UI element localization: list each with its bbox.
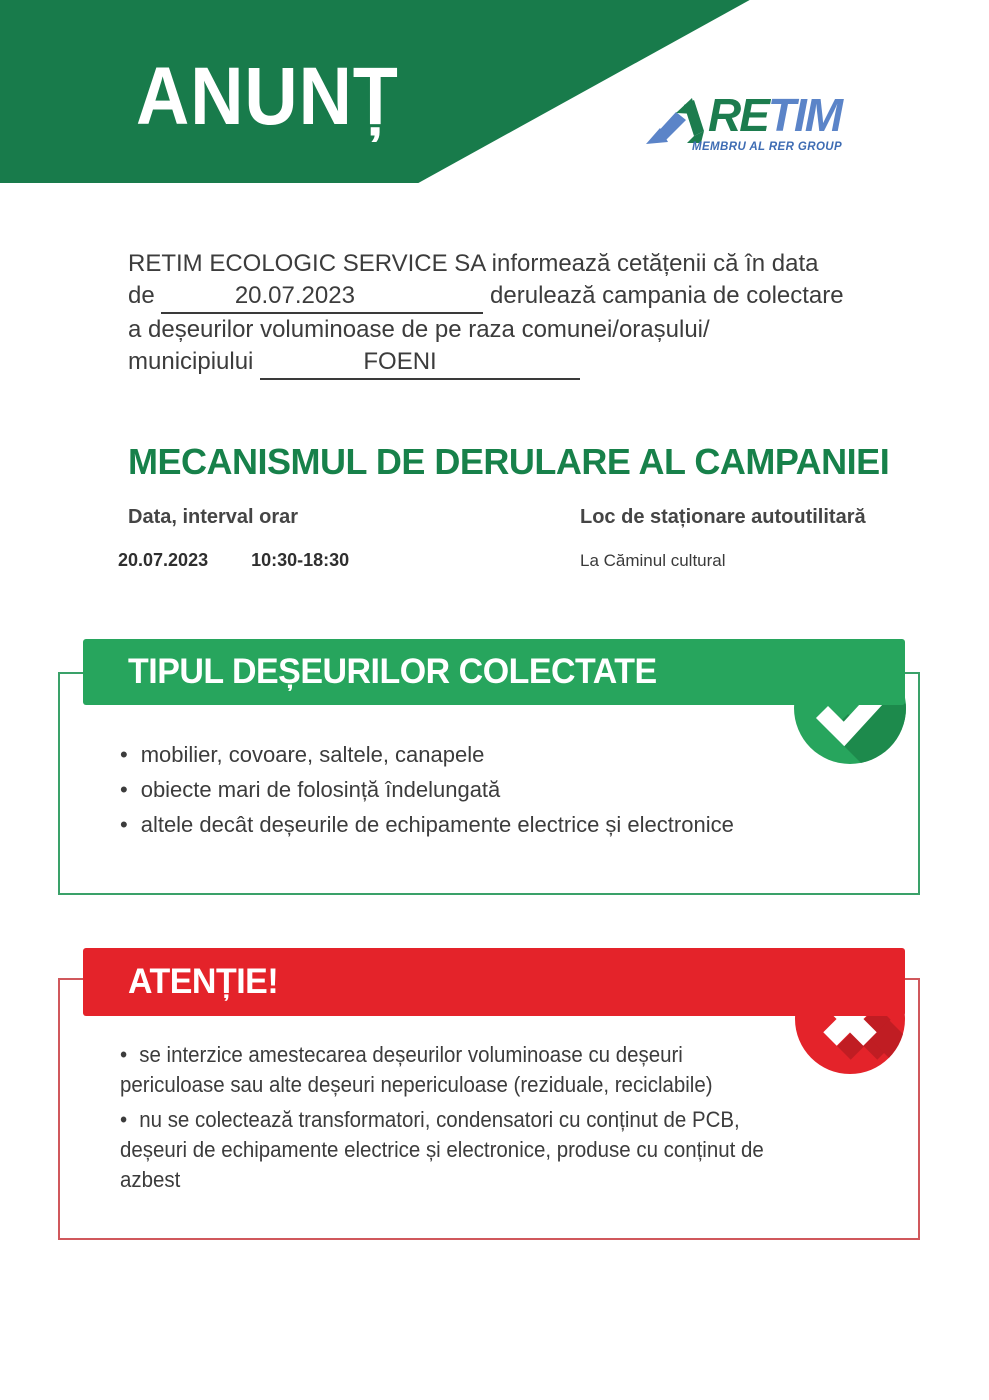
campaign-date: 20.07.2023 (118, 550, 209, 570)
date-blank-value: 20.07.2023 (234, 282, 355, 309)
collected-items-list (120, 737, 734, 842)
logo-wordmark (708, 88, 841, 142)
intro-line4-prefix: municipiului (128, 348, 254, 375)
intro-line2-suffix: derulează campania de colectare (490, 282, 844, 309)
page-title: ANUNȚ (136, 51, 399, 142)
campaign-interval: 10:30-18:30 (251, 550, 350, 570)
attention-items-list (120, 1040, 771, 1200)
retim-logo (644, 88, 894, 160)
list-item: • obiecte mari de folosință îndelungată (120, 772, 734, 807)
location-column-header: Loc de staționare autoutilitară (580, 506, 866, 528)
list-item: • se interzice amestecarea deșeurilor voluminoase cu deșeuri periculoase sau alte deșeuri nepericuloase (reziduale, reciclabile) (120, 1040, 771, 1100)
intro-line3: a deșeurilor voluminoase de pe raza comunei/orașului/ (128, 316, 710, 343)
list-item: • nu se colectează transformatori, condensatori cu conținut de PCB, deșeuri de echipamente electrice și electronice, produse cu conținut de azbest (120, 1105, 771, 1195)
city-blank-value: FOENI (363, 348, 437, 375)
list-item: • mobilier, covoare, saltele, canapele (120, 737, 734, 772)
attention-section-bar (83, 948, 905, 1016)
intro-line1: RETIM ECOLOGIC SERVICE SA informează cetățenii că în data (128, 250, 819, 277)
date-blank-field (161, 280, 483, 314)
logo-tim: TIM (767, 89, 842, 141)
intro-line2-prefix: de (128, 282, 155, 309)
list-item: • altele decât deșeurile de echipamente electrice și electronice (120, 807, 734, 842)
collected-section-bar (83, 639, 905, 705)
mechanism-heading: MECANISMUL DE DERULARE AL CAMPANIEI (128, 441, 890, 482)
intro-paragraph (128, 248, 928, 380)
city-blank-field (260, 346, 580, 380)
location-value: La Căminul cultural (580, 551, 726, 570)
logo-tagline: MEMBRU AL RER GROUP (692, 141, 843, 153)
schedule-column-header: Data, interval orar (128, 506, 299, 528)
collected-section-title: TIPUL DEȘEURILOR COLECTATE (128, 652, 657, 691)
recycle-arrows-icon (646, 98, 710, 144)
schedule-values (118, 550, 349, 571)
attention-section-title: ATENȚIE! (128, 962, 279, 1001)
logo-re: RE (708, 89, 768, 141)
